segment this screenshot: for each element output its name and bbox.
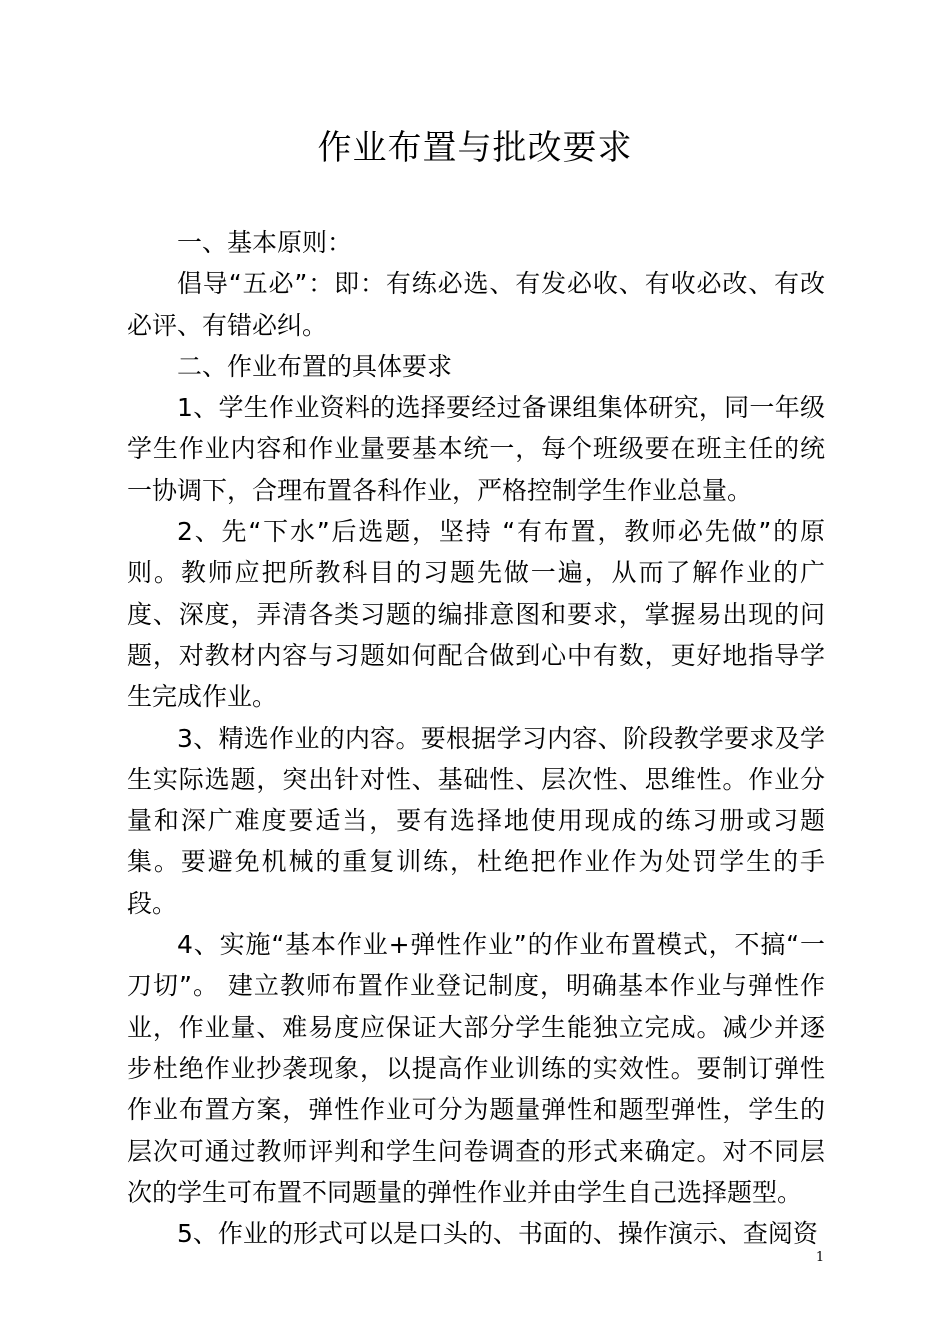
paragraph-five-musts: 倡导“五必”：即：有练必选、有发必收、有收必改、有改必评、有错必纠。 <box>127 269 825 340</box>
paragraph-item-3: 3、精选作业的内容。要根据学习内容、阶段教学要求及学生实际选题，突出针对性、基础性、层次性、思维性。作业分量和深广难度要适当，要有选择地使用现成的练习册或习题集。要避免机械的重复训练，杜绝把作业作为处罚学生的手段。 <box>127 723 825 918</box>
paragraph-item-1: 1、学生作业资料的选择要经过备课组集体研究，同一年级学生作业内容和作业量要基本统一，每个班级要在班主任的统一协调下，合理布置各科作业，严格控制学生作业总量。 <box>127 393 825 505</box>
paragraph-item-4: 4、实施“基本作业+弹性作业”的作业布置模式，不搞“一刀切”。 建立教师布置作业登记制度，明确基本作业与弹性作业，作业量、难易度应保证大部分学生能独立完成。减少并逐步杜绝作业抄袭现象，以提高作业训练的实效性。要制订弹性作业布置方案，弹性作业可分为题量弹性和题型弹性，学生的层次可通过教师评判和学生问卷调查的形式来确定。对不同层次的学生可布置不同题量的弹性作业并由学生自己选择题型。 <box>127 930 825 1207</box>
section-heading-basic-principles: 一、基本原则： <box>177 228 353 257</box>
paragraph-item-2: 2、先“下水”后选题，坚持 “有布置，教师必先做”的原则。教师应把所教科目的习题先做一遍，从而了解作业的广度、深度，弄清各类习题的编排意图和要求，掌握易出现的问题，对教材内容与习题如何配合做到心中有数，更好地指导学生完成作业。 <box>127 517 825 712</box>
section-heading-assignment-requirements: 二、作业布置的具体要求 <box>177 351 453 381</box>
document-body <box>127 222 825 1254</box>
paragraph-item-5: 5、作业的形式可以是口头的、书面的、操作演示、查阅资 <box>177 1219 818 1249</box>
page-number: 1 <box>815 1250 825 1265</box>
document-title: 作业布置与批改要求 <box>317 128 633 168</box>
